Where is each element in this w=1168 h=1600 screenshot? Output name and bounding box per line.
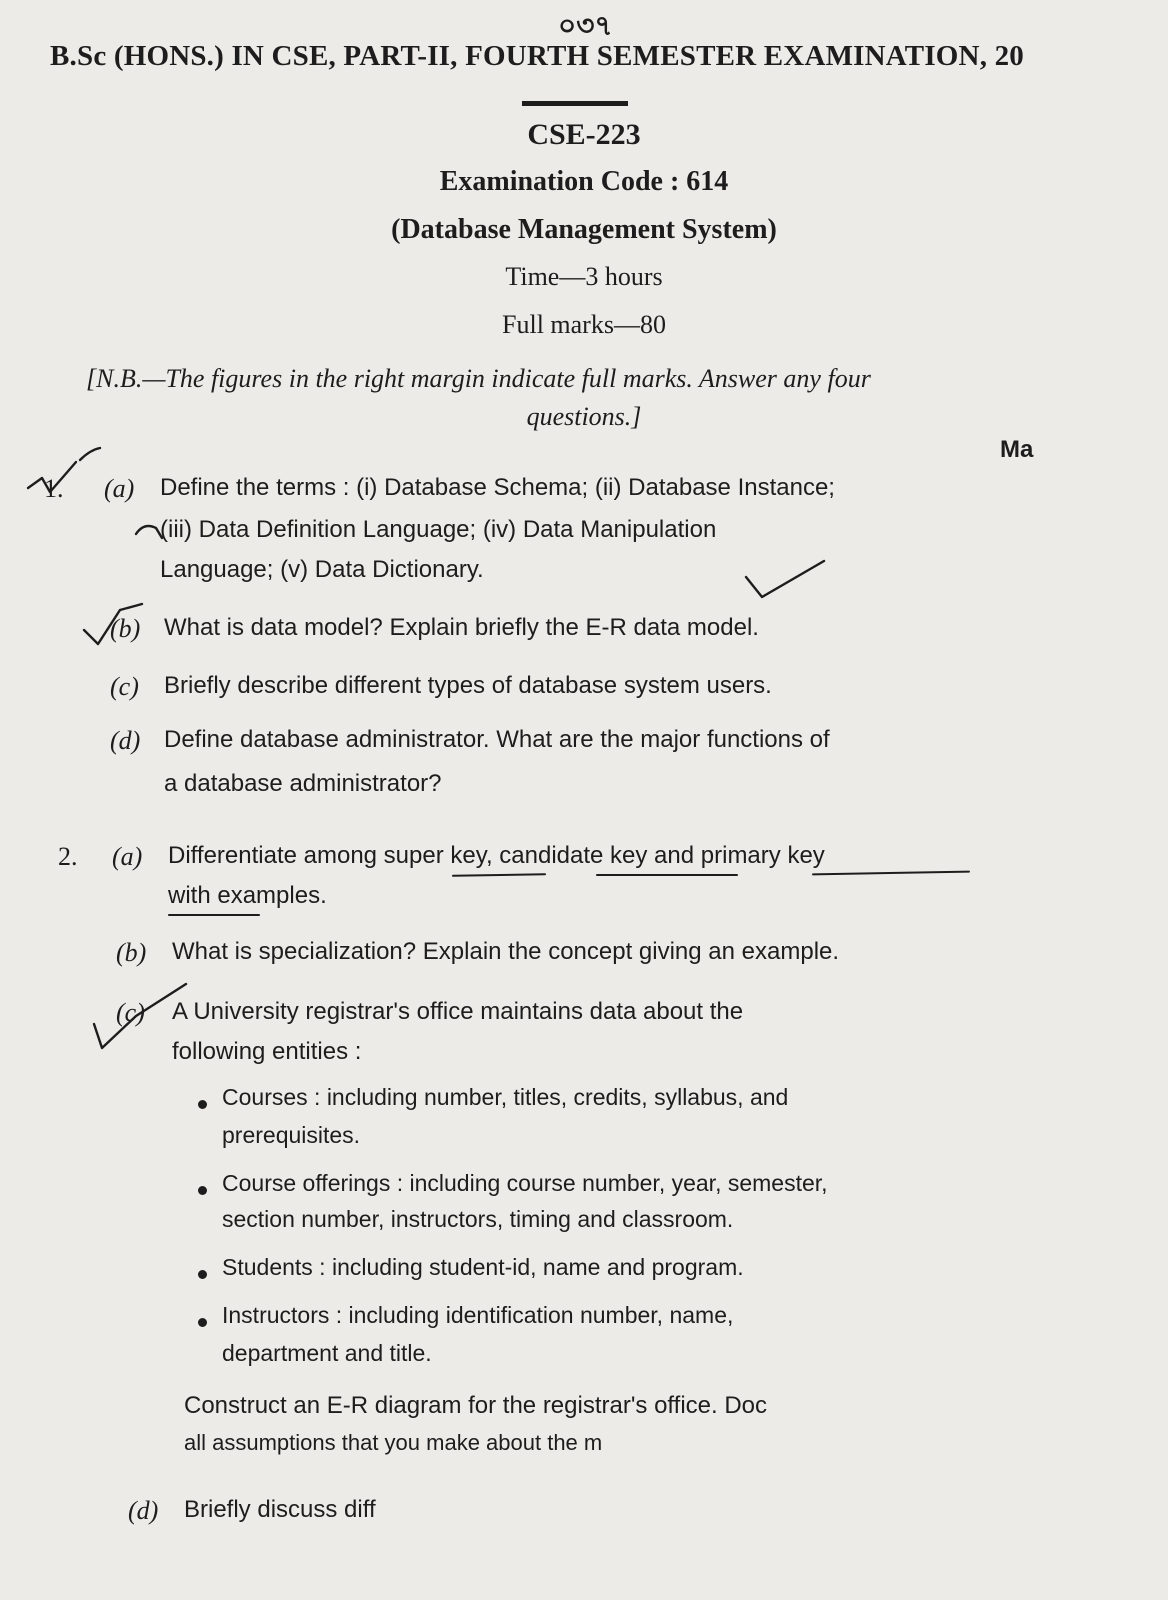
pen-tick-icon (20, 440, 110, 510)
course-code: CSE-223 (527, 118, 641, 151)
q2b-label: (b) (116, 938, 147, 967)
subject-title: (Database Management System) (391, 214, 777, 245)
time-allowed: Time—3 hours (505, 262, 663, 291)
bullet-marker (198, 1318, 207, 1327)
q2d-text: Briefly discuss diff (184, 1496, 376, 1523)
bullet-courses-line-1: Courses : including number, titles, credits, syllabus, and (222, 1084, 789, 1110)
full-marks: Full marks—80 (502, 310, 666, 339)
q1d-line-1: Define database administrator. What are the major functions of (164, 726, 830, 753)
page-number: ০৩৭ (558, 11, 613, 42)
instructions-line-1: [N.B.—The figures in the right margin indicate full marks. Answer any four (86, 364, 871, 393)
q1b-label: (b) (110, 614, 141, 643)
bullet-marker (198, 1100, 207, 1109)
q2c-label: (c) (116, 998, 145, 1027)
pen-tick-icon (86, 980, 196, 1060)
pen-mark-icon (132, 520, 168, 544)
q2c-line-1: A University registrar's office maintains data about the (172, 998, 744, 1025)
bullet-students-line-1: Students : including student-id, name and program. (222, 1254, 744, 1280)
q2a-line-1: Differentiate among super key, candidate key and primary key (168, 842, 825, 869)
q2b-text: What is specialization? Explain the concept giving an example. (172, 938, 840, 965)
pen-tick-icon (740, 555, 830, 605)
bullet-marker (198, 1270, 207, 1279)
q1-number: 1. (44, 474, 64, 503)
instructions-line-2: questions.] (526, 402, 642, 431)
exam-code: Examination Code : 614 (439, 166, 729, 197)
q1a-line-3: Language; (v) Data Dictionary. (160, 556, 484, 583)
bullet-instructors-line-2: department and title. (222, 1340, 432, 1366)
q2c-line-2: following entities : (172, 1038, 362, 1065)
q2d-label: (d) (128, 1496, 159, 1525)
q1b-text: What is data model? Explain briefly the E-R data model. (164, 614, 759, 641)
q1d-line-2: a database administrator? (164, 770, 442, 797)
q2c-line-3: Construct an E-R diagram for the registrar's office. Doc (184, 1392, 768, 1419)
bullet-instructors-line-1: Instructors : including identification number, name, (222, 1302, 734, 1328)
q2a-line-2: with examples. (168, 882, 327, 909)
bullet-offerings-line-2: section number, instructors, timing and classroom. (222, 1206, 734, 1232)
pen-underline-with-examples (168, 914, 260, 916)
pen-tick-icon (80, 600, 150, 650)
pen-underline-primary-key (812, 871, 970, 876)
exam-title: B.Sc (HONS.) IN CSE, PART-II, FOURTH SEMESTER EXAMINATION, 20 (50, 40, 1025, 72)
bullet-courses-line-2: prerequisites. (222, 1122, 361, 1148)
q2a-label: (a) (112, 842, 143, 871)
bullet-offerings-line-1: Course offerings : including course number, year, semester, (222, 1170, 828, 1196)
pen-underline-super-key (452, 873, 546, 877)
q1c-label: (c) (110, 672, 139, 701)
q2c-line-4: all assumptions that you make about the m (184, 1430, 603, 1455)
q1a-line-2: (iii) Data Definition Language; (iv) Data Manipulation (160, 516, 717, 543)
pen-underline-candidate-key (596, 874, 738, 876)
q2-number: 2. (58, 842, 78, 871)
q1c-text: Briefly describe different types of database system users. (164, 672, 772, 699)
q1a-line-1: Define the terms : (i) Database Schema; (ii) Database Instance; (160, 474, 835, 501)
bullet-marker (198, 1186, 207, 1195)
marks-column-label: Ma (1000, 436, 1034, 463)
header-rule (522, 101, 628, 106)
q1d-label: (d) (110, 726, 141, 755)
q1a-label: (a) (104, 474, 135, 503)
